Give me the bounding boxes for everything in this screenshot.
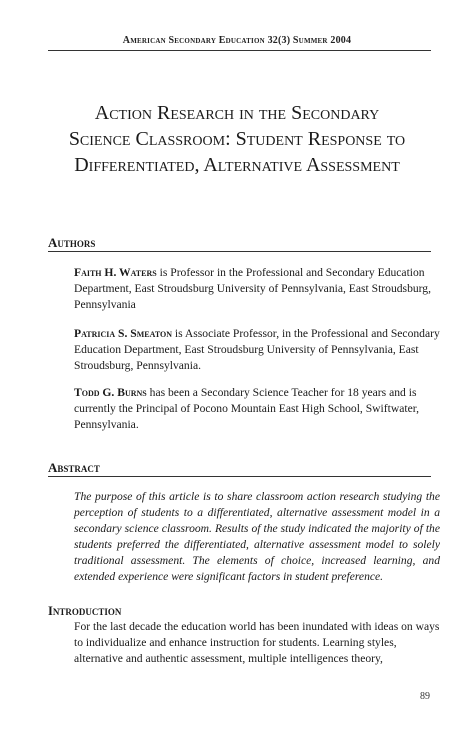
author-entry — [74, 265, 440, 313]
authors-rule — [48, 251, 431, 252]
author-entry — [74, 326, 440, 374]
abstract-rule — [48, 476, 431, 477]
author-name: Todd G. Burns — [74, 386, 147, 399]
author-description: has been a Secondary Science Teacher for 18 years and is currently the Principal of Pocono Mountain East High School, Swiftwater, Pennsylvania. — [74, 386, 420, 431]
running-header: American Secondary Education 32(3) Summer 2004 — [122, 35, 352, 46]
introduction-heading: Introduction — [48, 604, 122, 618]
article-title — [40, 100, 434, 178]
author-entry — [74, 385, 440, 433]
authors-heading: Authors — [48, 235, 96, 250]
page-number: 89 — [420, 691, 430, 702]
author-name: Faith H. Waters — [74, 266, 157, 279]
abstract-heading: Abstract — [48, 460, 100, 475]
header-rule — [48, 50, 431, 51]
introduction-text: For the last decade the education world has been inundated with ideas on ways to individualize and enhance instruction for students. Learning styles, alternative and authentic assessment, multiple intelligences theory, — [74, 620, 440, 665]
author-name: Patricia S. Smeaton — [74, 327, 173, 340]
author-description: is Professor in the Professional and Secondary Education Department, East Stroudsburg University of Pennsylvania, East Stroudsburg, Pennsylvania — [74, 266, 432, 311]
abstract-text: The purpose of this article is to share classroom action research studying the perception of students to a differentiated, alternative assessment model in a secondary science classroom. Results of the study indicated the majority of the students preferred the differentiated, alternative assessment model to solely traditional assessment. The elements of choice, increased learning, and extended experience were significant factors in student preference. — [74, 490, 440, 583]
author-description: is Associate Professor, in the Professional and Secondary Education Department, East Stroudsburg University of Pennsylvania, East Stroudsburg, Pennsylvania. — [74, 327, 440, 372]
title-line-3: Differentiated, Alternative Assessment — [74, 154, 400, 176]
title-line-1: Action Research in the Secondary — [94, 102, 380, 124]
title-line-2: Science Classroom: Student Response to — [68, 128, 406, 150]
